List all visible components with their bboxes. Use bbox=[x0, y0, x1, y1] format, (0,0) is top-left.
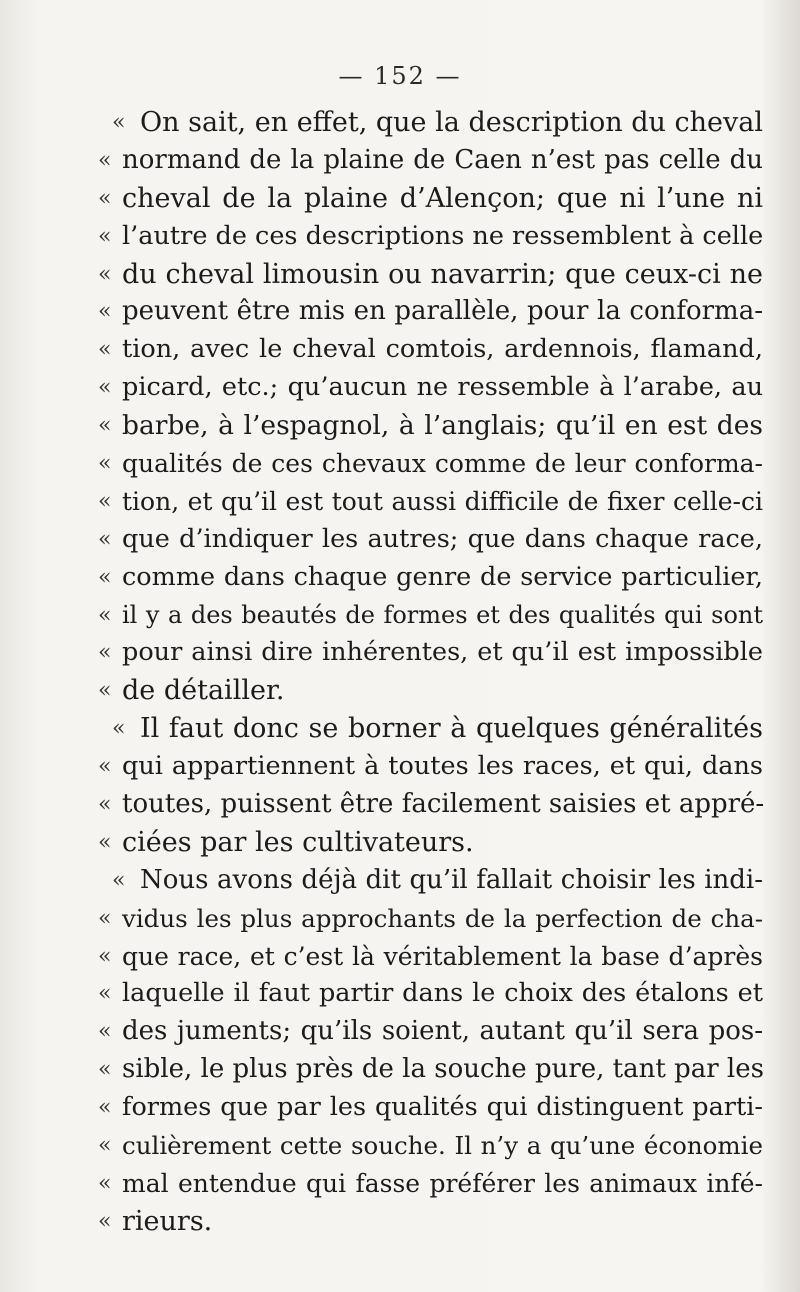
text-line bbox=[98, 559, 763, 597]
text-line bbox=[98, 824, 763, 862]
line-text: que race, et c’est là véritablement la base d’après bbox=[122, 941, 763, 971]
quote-mark: « bbox=[98, 451, 112, 477]
text-line bbox=[98, 862, 763, 900]
text-line bbox=[98, 1127, 763, 1165]
page-number: — 152 — bbox=[338, 62, 462, 90]
text-line bbox=[98, 1089, 763, 1127]
line-text: du cheval limousin ou navarrin; que ceux-ci ne bbox=[122, 258, 763, 290]
line-text: ciées par les cultivateurs. bbox=[122, 826, 474, 858]
quote-mark: « bbox=[98, 640, 112, 666]
quote-mark: « bbox=[98, 413, 112, 439]
text-line bbox=[98, 634, 763, 672]
line-text: Il faut donc se borner à quelques généralités bbox=[140, 713, 763, 745]
line-text: qualités de ces chevaux comme de leur conforma- bbox=[122, 449, 763, 479]
text-line bbox=[98, 597, 763, 635]
body-text bbox=[98, 104, 763, 1241]
text-line bbox=[98, 331, 763, 369]
line-text: Nous avons déjà dit qu’il fallait choisir les indi- bbox=[140, 864, 763, 895]
quote-mark: « bbox=[98, 1133, 112, 1159]
quote-mark: « bbox=[98, 1019, 112, 1045]
text-line bbox=[98, 256, 763, 294]
quote-mark: « bbox=[98, 792, 112, 818]
line-text: laquelle il faut partir dans le choix des étalons et bbox=[122, 978, 763, 1009]
text-line bbox=[98, 142, 763, 180]
quote-mark: « bbox=[98, 185, 112, 211]
quote-mark: « bbox=[98, 754, 112, 780]
quote-mark: « bbox=[98, 943, 112, 969]
text-line bbox=[98, 975, 763, 1013]
quote-mark: « bbox=[98, 147, 112, 173]
quote-mark: « bbox=[98, 905, 112, 931]
quote-mark: « bbox=[98, 299, 112, 325]
quote-mark: « bbox=[112, 867, 126, 893]
line-text: rieurs. bbox=[122, 1205, 213, 1237]
quote-mark: « bbox=[98, 261, 112, 287]
quote-mark: « bbox=[98, 1170, 112, 1196]
quote-mark: « bbox=[98, 1095, 112, 1121]
line-text: barbe, à l’espagnol, à l’anglais; qu’il en est des bbox=[122, 410, 763, 442]
line-text: cheval de la plaine d’Alençon; que ni l’une ni bbox=[122, 182, 763, 214]
text-line bbox=[98, 1013, 763, 1051]
quote-mark: « bbox=[98, 223, 112, 249]
text-line bbox=[98, 445, 763, 483]
line-text: tion, et qu’il est tout aussi difficile de fixer celle-ci bbox=[122, 486, 763, 516]
line-text: qui appartiennent à toutes les races, et qui, dans bbox=[122, 751, 763, 782]
quote-mark: « bbox=[112, 716, 126, 742]
line-text: picard, etc.; qu’aucun ne ressemble à l’arabe, au bbox=[122, 372, 763, 403]
line-text: peuvent être mis en parallèle, pour la conforma- bbox=[122, 296, 763, 327]
quote-mark: « bbox=[98, 337, 112, 363]
quote-mark: « bbox=[98, 981, 112, 1007]
line-text: toutes, puissent être facilement saisies et appré- bbox=[122, 789, 765, 820]
line-text: l’autre de ces descriptions ne ressemblent à celle bbox=[122, 220, 764, 251]
quote-mark: « bbox=[98, 564, 112, 590]
quote-mark: « bbox=[98, 829, 112, 855]
quote-mark: « bbox=[112, 110, 126, 135]
quote-mark: « bbox=[98, 526, 112, 552]
line-text: mal entendue qui fasse préférer les animaux infé- bbox=[122, 1168, 763, 1198]
text-line bbox=[98, 293, 763, 331]
line-text: sible, le plus près de la souche pure, tant par les bbox=[122, 1054, 764, 1085]
text-line bbox=[98, 786, 763, 824]
text-line bbox=[98, 483, 763, 521]
text-line bbox=[98, 1203, 763, 1241]
line-text: pour ainsi dire inhérentes, et qu’il est impossible bbox=[122, 637, 763, 668]
text-line bbox=[98, 1051, 763, 1089]
line-text: de détailler. bbox=[122, 675, 285, 707]
text-line bbox=[98, 521, 763, 559]
line-text: On sait, en effet, que la description du cheval bbox=[140, 107, 763, 138]
text-line bbox=[98, 672, 763, 710]
text-line bbox=[98, 180, 763, 218]
text-line bbox=[98, 748, 763, 786]
text-line bbox=[98, 218, 763, 256]
line-text: des juments; qu’ils soient, autant qu’il sera pos- bbox=[122, 1016, 763, 1047]
line-text: normand de la plaine de Caen n’est pas celle du bbox=[122, 144, 763, 175]
line-text: comme dans chaque genre de service particulier, bbox=[122, 561, 763, 592]
line-text: tion, avec le cheval comtois, ardennois, flamand, bbox=[122, 334, 763, 365]
text-line bbox=[98, 900, 763, 938]
text-line bbox=[98, 104, 763, 142]
line-text: il y a des beautés de formes et des qualités qui sont bbox=[122, 600, 763, 629]
line-text: culièrement cette souche. Il n’y a qu’une économie bbox=[122, 1131, 763, 1161]
quote-mark: « bbox=[98, 1208, 112, 1234]
text-line bbox=[98, 710, 763, 748]
text-line bbox=[98, 938, 763, 976]
line-text: formes que par les qualités qui distinguent parti- bbox=[122, 1092, 763, 1123]
quote-mark: « bbox=[98, 678, 112, 704]
text-line bbox=[98, 1165, 763, 1203]
text-line bbox=[98, 407, 763, 445]
quote-mark: « bbox=[98, 488, 112, 514]
quote-mark: « bbox=[98, 375, 112, 401]
quote-mark: « bbox=[98, 602, 112, 628]
quote-mark: « bbox=[98, 1057, 112, 1083]
line-text: que d’indiquer les autres; que dans chaque race, bbox=[122, 523, 763, 554]
line-text: vidus les plus approchants de la perfection de cha- bbox=[122, 903, 763, 933]
text-line bbox=[98, 369, 763, 407]
